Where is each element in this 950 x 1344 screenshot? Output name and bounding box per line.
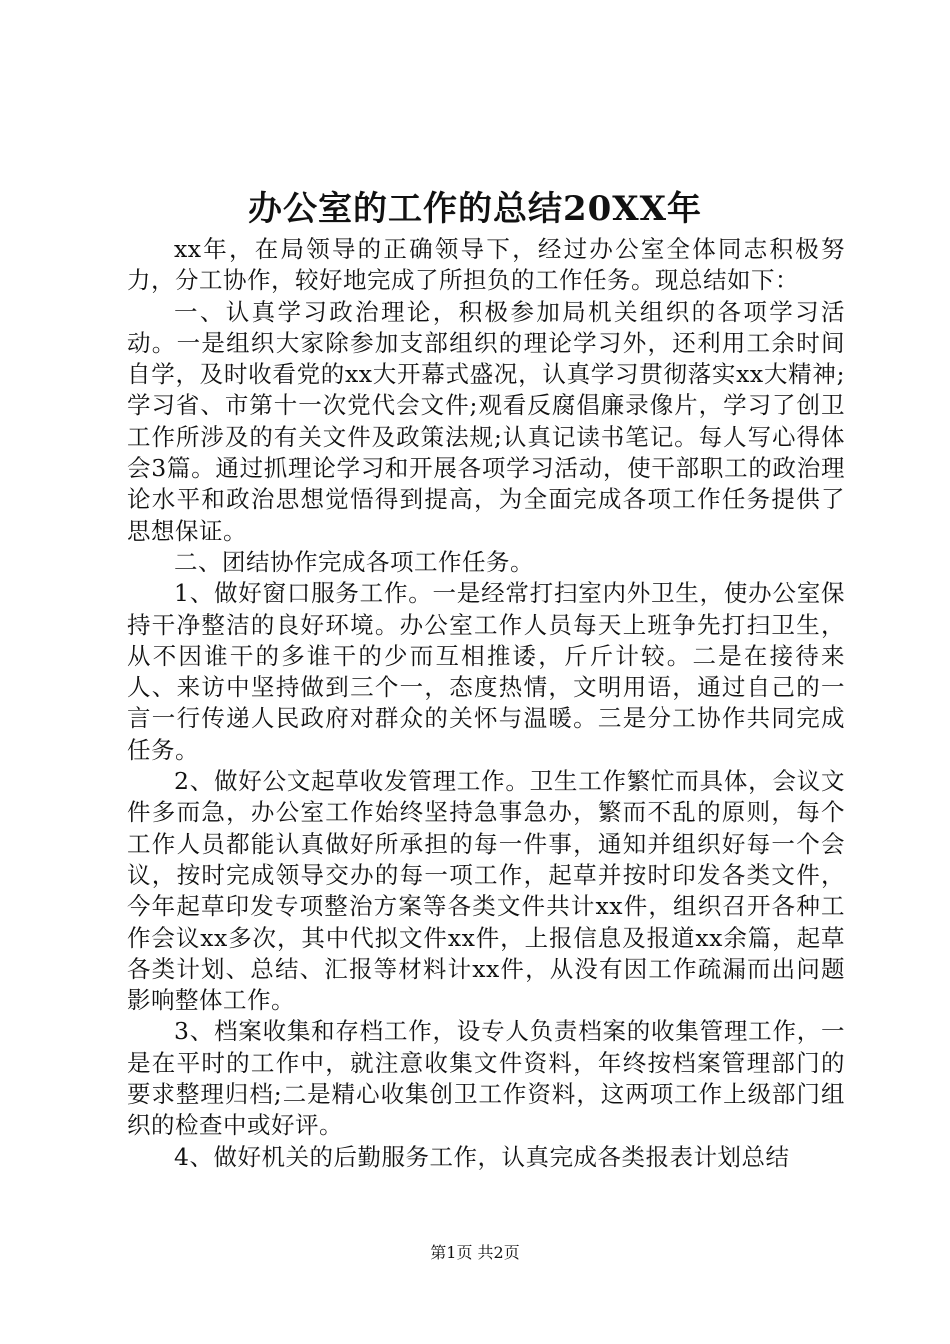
page-footer: 第1页 共2页 xyxy=(430,1243,520,1262)
document-title: 办公室的工作的总结20XX年 xyxy=(247,189,703,229)
paragraph-item-4: 4、做好机关的后勤服务工作，认真完成各类报表计划总结 xyxy=(174,1142,790,1171)
paragraph-section-2-heading: 二、团结协作完成各项工作任务。 xyxy=(174,547,534,576)
paragraph-item-1: 1、做好窗口服务工作。一是经常打扫室内外卫生，使办公室保持干净整洁的良好环境。办公室工作人员每天上班争先打扫卫生，从不因谁干的多谁干的少而互相推诿，斤斤计较。二是在接待来人、来访中坚持做到三个一，态度热情，文明用语，通过自己的一言一行传递人民政府对群众的关怀与温暖。三是分工协作共同完成任务。 xyxy=(127,579,845,764)
paragraph-intro: xx年，在局领导的正确领导下，经过办公室全体同志积极努力，分工协作，较好地完成了所担负的工作任务。现总结如下： xyxy=(127,235,845,295)
paragraph-item-2: 2、做好公文起草收发管理工作。卫生工作繁忙而具体，会议文件多而急，办公室工作始终坚持急事急办，繁而不乱的原则，每个工作人员都能认真做好所承担的每一件事，通知并组织好每一个会议，按时完成领导交办的每一项工作，起草并按时印发各类文件，今年起草印发专项整治方案等各类文件共计xx件，组织召开各种工作会议xx多次，其中代拟文件xx件，上报信息及报道xx余篇，起草各类计划、总结、汇报等材料计xx件，从没有因工作疏漏而出问题影响整体工作。 xyxy=(127,767,845,1015)
paragraph-item-3: 3、档案收集和存档工作，设专人负责档案的收集管理工作，一是在平时的工作中，就注意收集文件资料，年终按档案管理部门的要求整理归档;二是精心收集创卫工作资料，这两项工作上级部门组织的检查中或好评。 xyxy=(127,1017,845,1140)
paragraph-section-1: 一、认真学习政治理论，积极参加局机关组织的各项学习活动。一是组织大家除参加支部组织的理论学习外，还利用工余时间自学，及时收看党的xx大开幕式盛况，认真学习贯彻落实xx大精神;学习省、市第十一次党代会文件;观看反腐倡廉录像片，学习了创卫工作所涉及的有关文件及政策法规;认真记读书笔记。每人写心得体会3篇。通过抓理论学习和开展各项学习活动，使干部职工的政治理论水平和政治思想觉悟得到提高，为全面完成各项工作任务提供了思想保证。 xyxy=(127,297,845,545)
document-body xyxy=(127,234,845,1173)
